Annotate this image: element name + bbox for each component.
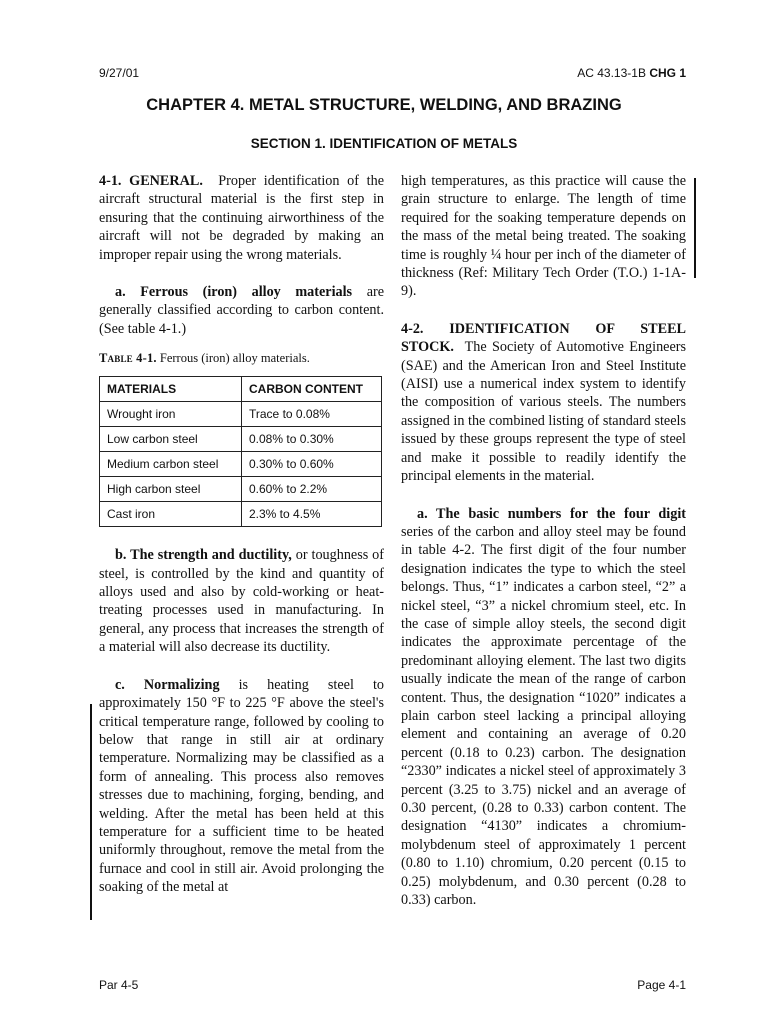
table-row (100, 402, 382, 427)
paragraph-4-2-heading: 4-2. IDENTIFICATION OF STEEL STOCK. (401, 320, 686, 356)
table-caption-text: Ferrous (iron) alloy materials. (159, 351, 310, 366)
table-cell-carbon: 0.08% to 0.30% (242, 427, 382, 452)
paragraph-4-2-a (401, 505, 686, 910)
table-header-materials: MATERIALS (100, 377, 242, 402)
table-cell-carbon: 2.3% to 4.5% (242, 502, 382, 527)
table-cell-material: Medium carbon steel (100, 452, 242, 477)
paragraph-4-1 (99, 172, 384, 264)
table-cell-material: Wrought iron (100, 402, 242, 427)
paragraph-4-2-text: The Society of Automotive Engineers (SAE) and the American Iron and Steel Institute (AISI) use a numerical index system to identify the composition of various steels. The numbers assigned in the combined listing of standard steels issued by these groups represent the type of steel and make it possible to readily identify the principal elements in the material. (401, 339, 686, 485)
table-row (100, 452, 382, 477)
table-cell-carbon: 0.30% to 0.60% (242, 452, 382, 477)
change-bar-left (90, 704, 92, 920)
paragraph-4-1-c-continued: high temperatures, as this practice will cause the grain structure to enlarge. The length of time required for the soaking temperature depends on the mass of the metal being treated. The soaking time is roughly ¼ hour per inch of the diameter of thickness (Ref: Military Tech Order (T.O.) 1-1A-9). (401, 173, 686, 300)
paragraph-4-2 (401, 320, 686, 486)
chapter-title: CHAPTER 4. METAL STRUCTURE, WELDING, AND BRAZING (146, 96, 622, 114)
table-caption (99, 350, 384, 366)
table-cell-material: Low carbon steel (100, 427, 242, 452)
table-cell-carbon: Trace to 0.08% (242, 402, 382, 427)
left-column (99, 172, 384, 897)
paragraph-4-1-a-heading: a. Ferrous (iron) alloy materials (115, 284, 353, 301)
paragraph-4-2-a-text: series of the carbon and alloy steel may be found in table 4-2. The first digit of the four number designation indicates the type to which the steel belongs. Thus, “1” indicates a carbon steel, “2” a nickel steel, “3” a nickel chromium steel, etc. In the case of simple alloy steels, the second digit indicates the approximate percentage of the predominant alloying element. The last two digits usually indicate the mean of the range of carbon content. Thus, the designation “1020” indicates a plain carbon steel lacking a principal alloying element and containing an average of 0.20 percent (0.18 to 0.23) carbon. The designation “2330” indicates a nickel steel of approximately 3 percent (3.25 to 3.75) nickel and an average of 0.30 percent, (0.28 to 0.33) carbon content. The designation “4130” indicates a chromium-molybdenum steel of approximately 1 percent (0.80 to 1.10) chromium, 0.20 percent (0.15 to 0.25) molybdenum, and 0.30 percent (0.28 to 0.33) carbon. (401, 523, 686, 909)
paragraph-4-1-c-text: is heating steel to approximately 150 °F to 225 °F above the steel's critical temperature range, followed by cooling to below that range in still air at ordinary temperature. Normalizing may be classified as a form of annealing. This process also removes stresses due to machining, forging, bending, and welding. After the metal has been held at this temperature for a sufficient time to be heated uniformly throughout, remove the metal from the furnace and cool in still air. Avoid prolonging the soaking of the metal at (99, 676, 384, 896)
header-date: 9/27/01 (99, 66, 140, 80)
paragraph-4-1-c (99, 676, 384, 897)
table-cell-carbon: 0.60% to 2.2% (242, 477, 382, 502)
table-row (100, 477, 382, 502)
table-row (100, 502, 382, 527)
table-cell-material: High carbon steel (100, 477, 242, 502)
header-doc-id (577, 66, 686, 80)
table-caption-label: Table 4-1. (99, 351, 157, 366)
table-header-row (100, 377, 382, 402)
paragraph-4-1-b-text: or toughness of steel, is controlled by the kind and quantity of alloys used and also by cold-working or heat-treating processes used in manufacturing. In general, any process that increases the strength of a material will also decrease its ductility. (99, 547, 384, 656)
ferrous-alloy-table (99, 376, 382, 527)
paragraph-4-1-heading: 4-1. GENERAL. (99, 173, 203, 189)
paragraph-4-1-b (99, 546, 384, 656)
section-title: SECTION 1. IDENTIFICATION OF METALS (250, 136, 518, 151)
change-bar-right (694, 178, 696, 278)
table-row (100, 427, 382, 452)
header-doc-number: AC 43.13-1B (577, 66, 646, 80)
footer-paragraph-ref: Par 4-5 (99, 978, 139, 992)
table-header-carbon-content: CARBON CONTENT (242, 377, 382, 402)
paragraph-4-1-a-text: are generally classified according to carbon content. (See table 4-1.) (99, 284, 385, 337)
paragraph-4-1-text: Proper identification of the aircraft structural material is the first step in ensuring that the continuing airworthiness of the aircraft will not be degraded by making an improper repair using the wrong materials. (99, 173, 384, 263)
footer-page-number: Page 4-1 (637, 978, 686, 992)
table-cell-material: Cast iron (100, 502, 242, 527)
paragraph-4-1-a (99, 283, 384, 338)
right-column (401, 172, 686, 909)
paragraph-4-1-c-heading: c. Normalizing (115, 676, 220, 693)
header-chg: CHG 1 (649, 66, 686, 80)
paragraph-4-2-a-heading: a. The basic numbers for the four digit (417, 505, 686, 522)
paragraph-4-1-b-heading: b. The strength and ductility, (115, 547, 292, 564)
